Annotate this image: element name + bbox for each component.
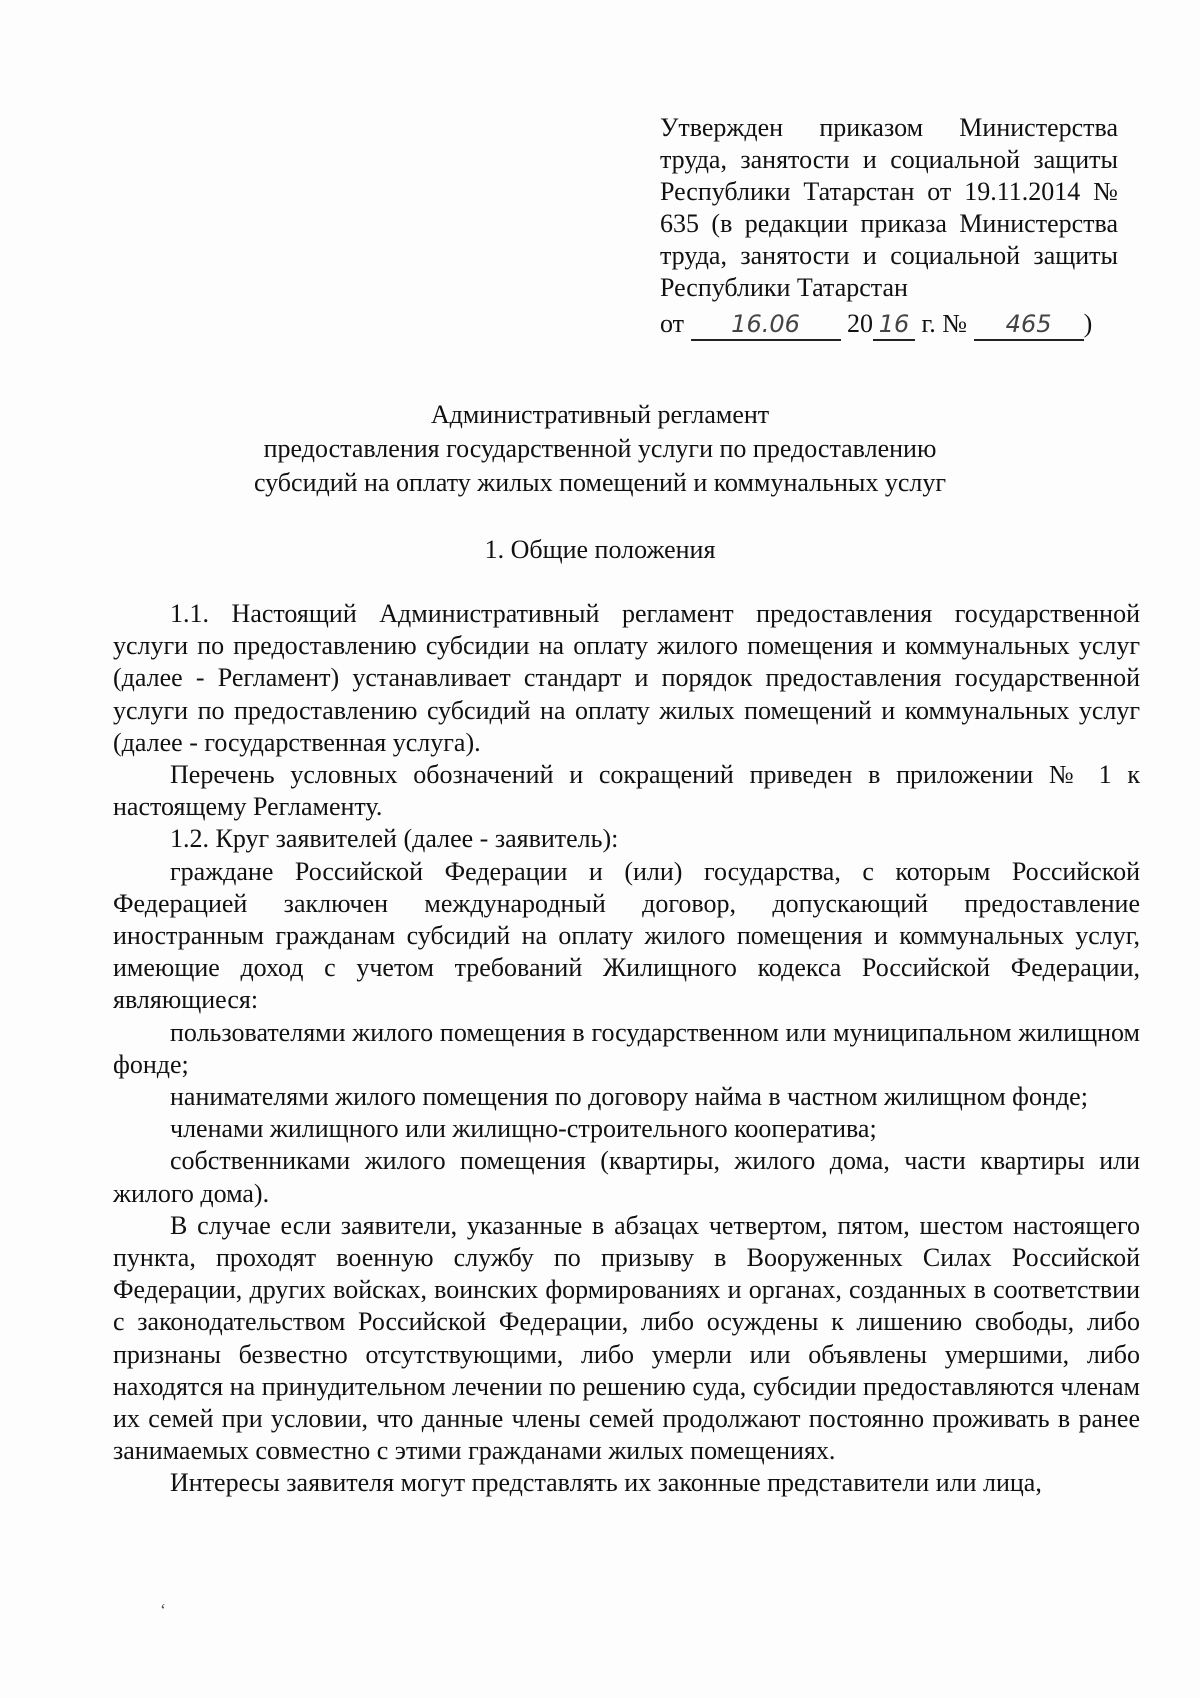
paragraph-representatives: Интересы заявителя могут представлять их законные представители или лица, <box>170 1468 1042 1498</box>
from-label: от <box>660 309 685 338</box>
document-title <box>0 398 1200 500</box>
section-heading: 1. Общие положения <box>484 535 716 564</box>
paragraph-citizens: граждане Российской Федерации и (или) государства, с которым Российской Федерацией заключен международный договор, допускающий предоставление иностранным гражданам субсидий на оплату жилого помещения и коммунальных услуг, имеющие доход с учетом требований Жилищного кодекса Российской Федерации, являющиеся: <box>113 856 1140 1015</box>
paragraph-1-2: 1.2. Круг заявителей (далее - заявитель): <box>170 824 619 854</box>
title-line-1: Административный регламент <box>430 400 770 429</box>
approval-stamp-block <box>660 112 1118 344</box>
scan-artifact-mark: ʻ <box>160 1600 166 1620</box>
year-prefix: 20 <box>847 309 874 338</box>
handwritten-year: 16 <box>873 309 915 341</box>
handwritten-order-number: 465 <box>974 309 1084 341</box>
approval-line-5: труда, занятости и социальной защиты <box>660 241 1118 270</box>
approval-line-1: Утвержден приказом Министерства <box>660 113 1118 142</box>
paragraph-owners: собственниками жилого помещения (квартиры, жилого дома, части квартиры или жилого дома). <box>113 1146 1140 1208</box>
approval-line-3: Республики Татарстан от 19.11.2014 № <box>660 177 1118 206</box>
approval-line-6: Республики Татарстан <box>660 273 908 302</box>
approval-date-number-line <box>660 304 1118 344</box>
paragraph-1-1: 1.1. Настоящий Административный регламент предоставления государственной услуги по предоставлению субсидии на оплату жилого помещения и коммунальных услуг (далее - Регламент) устанавливает стандарт и порядок предоставления государственной услуги по предоставлению субсидий на оплату жилых помещений и коммунальных услуг (далее - государственная услуга). <box>113 599 1140 757</box>
title-line-3: субсидий на оплату жилых помещений и коммунальных услуг <box>253 468 947 497</box>
paragraph-users: пользователями жилого помещения в государственном или муниципальном жилищном фонде; <box>113 1017 1140 1079</box>
title-line-2: предоставления государственной услуги по предоставлению <box>263 434 937 463</box>
approval-line-2: труда, занятости и социальной защиты <box>660 145 1118 174</box>
closing-paren: ) <box>1083 309 1093 338</box>
approval-line-4: 635 (в редакции приказа Министерства <box>660 209 1118 238</box>
handwritten-date: 16.06 <box>691 309 841 341</box>
paragraph-tenants: нанимателями жилого помещения по договору найма в частном жилищном фонде; <box>170 1082 1088 1112</box>
paragraph-military-case: В случае если заявители, указанные в абзацах четвертом, пятом, шестом настоящего пункта, проходят военную службу по призыву в Вооруженных Силах Российской Федерации, других войсках, воинских формированиях и органах, созданных в соответствии с законодательством Российской Федерации, либо осуждены к лишению свободы, либо признаны безвестно отсутствующими, либо умерли или объявлены умершими, либо находятся на принудительном лечении по решению суда, субсидии предоставляются членам их семей при условии, что данные члены семей продолжают постоянно проживать в ранее занимаемых совместно с этими гражданами жилых помещениях. <box>113 1210 1140 1466</box>
paragraph-cooperative-members: членами жилищного или жилищно-строительного кооператива; <box>170 1114 877 1144</box>
document-body <box>113 598 1140 1500</box>
paragraph-abbreviations: Перечень условных обозначений и сокращений приведен в приложении № 1 к настоящему Регламенту. <box>113 760 1140 822</box>
year-suffix: г. № <box>921 309 968 338</box>
